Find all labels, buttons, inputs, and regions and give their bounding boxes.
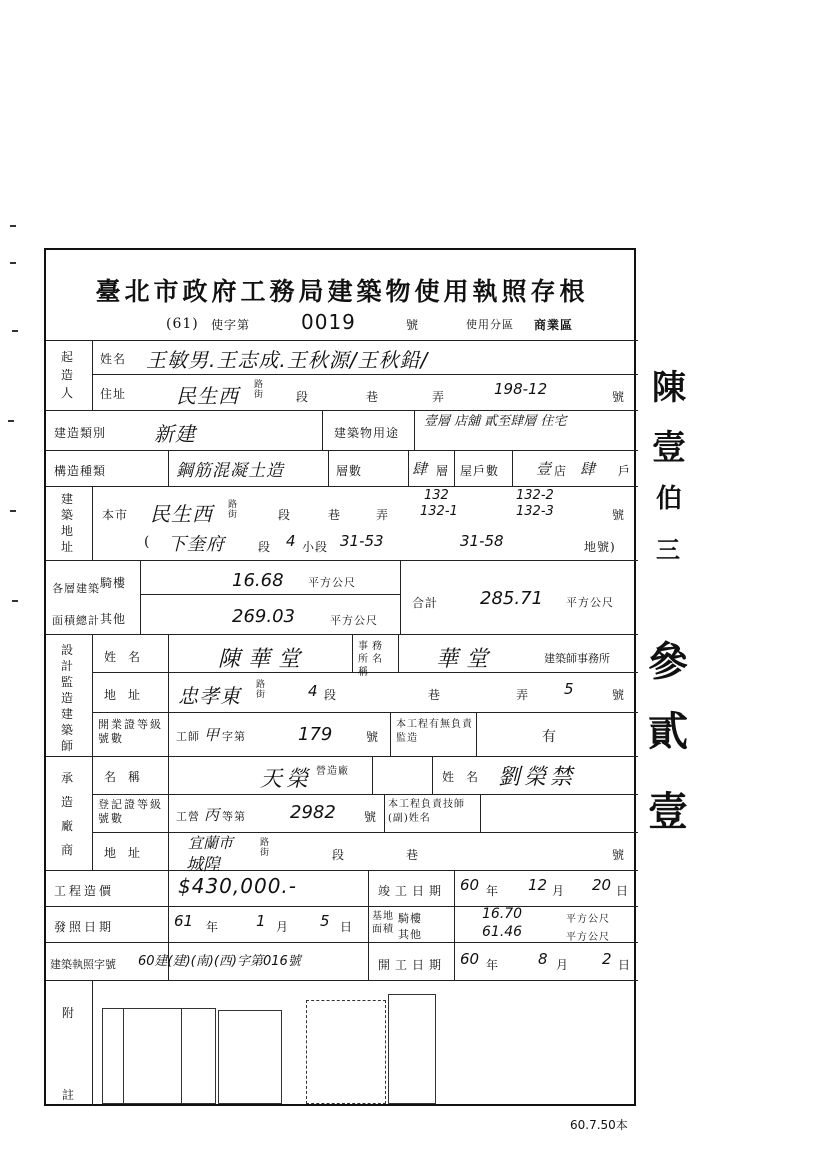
- category-value: 新建: [154, 422, 196, 446]
- architect-office-label: 事務所名稱: [358, 641, 386, 678]
- builder-label-2: 造: [60, 368, 73, 382]
- form-title: 臺北市政府工務局建築物使用執照存根: [95, 277, 589, 306]
- site-label-4: 址: [60, 540, 73, 554]
- area-total-value: 285.71: [480, 588, 543, 609]
- cost-label: 工程造價: [54, 884, 115, 898]
- site-nong: 弄: [376, 508, 390, 522]
- architect-cert-no: 179: [298, 724, 333, 745]
- architect-hao: 號: [612, 688, 626, 702]
- area-arcade-value: 16.68: [232, 570, 284, 591]
- households-value-2: 肆: [580, 460, 596, 478]
- architect-supervise-value: 有: [542, 729, 556, 745]
- site-label-2: 築: [60, 508, 73, 522]
- architect-label-5: 建: [60, 707, 73, 721]
- start-year: 60: [460, 950, 480, 968]
- site-lot-duan: 段: [258, 540, 272, 554]
- builder-nong: 弄: [432, 390, 446, 404]
- architect-road: 忠孝東: [178, 684, 241, 708]
- site-num-4: 132-3: [516, 504, 554, 519]
- permit-value: 60建(建)(南)(西)字第016號: [138, 954, 301, 969]
- completion-year: 60: [460, 876, 480, 894]
- use-value: 壹層 店舖 貳至肆層 住宅: [424, 414, 567, 429]
- stamp-slip: [388, 994, 436, 1104]
- area-label-b: 面積總計: [52, 614, 100, 627]
- scan-mark: [12, 330, 18, 332]
- floors-value: 肆: [412, 460, 428, 478]
- completion-month-unit: 月: [552, 884, 566, 898]
- license-number: 0019: [301, 310, 356, 334]
- contractor-road-suffix: 路街: [260, 838, 271, 858]
- architect-duan-no: 4: [308, 682, 318, 700]
- remarks-label-b: 註: [62, 1088, 76, 1102]
- contractor-addr-city: 宜蘭市: [188, 834, 234, 852]
- contractor-tech-label: 本工程負責技師(副)姓名: [388, 799, 465, 824]
- contractor-addr-road: 城隍: [186, 855, 220, 875]
- architect-office-suffix: 建築師事務所: [544, 652, 610, 665]
- margin-char: 三: [656, 535, 680, 564]
- issue-label: 發照日期: [54, 920, 115, 934]
- contractor-duan: 段: [332, 848, 346, 862]
- site-arcade-label: 騎樓: [398, 912, 422, 925]
- area-total-unit: 平方公尺: [566, 596, 614, 609]
- architect-label-4: 造: [60, 691, 73, 705]
- contractor-reg-no: 2982: [290, 802, 336, 823]
- architect-cert-label: 開業證等級號數: [98, 718, 163, 745]
- site-road-suffix: 路街: [228, 500, 239, 520]
- architect-road-suffix: 路街: [256, 680, 267, 700]
- stamp-slip: [102, 1008, 216, 1104]
- category-label: 建造類別: [54, 426, 107, 440]
- completion-day: 20: [592, 876, 612, 894]
- architect-cert-grade-suffix: 字第: [222, 730, 246, 743]
- architect-cert-hao: 號: [366, 730, 380, 744]
- completion-month: 12: [528, 876, 548, 894]
- contractor-reg-prefix: 工營: [176, 810, 200, 823]
- site-label-3: 地: [60, 524, 73, 538]
- area-arcade-label: 騎樓: [100, 576, 127, 590]
- architect-address-label: 地址: [104, 688, 153, 702]
- builder-label-3: 人: [60, 386, 73, 400]
- architect-nong: 弄: [516, 688, 530, 702]
- site-lot-no-2: 31-58: [460, 532, 504, 550]
- site-area-label: 基地面積: [372, 911, 394, 935]
- issue-year: 61: [174, 912, 194, 930]
- builder-road: 民生西: [176, 384, 239, 408]
- start-label: 開工日期: [378, 958, 447, 972]
- completion-day-unit: 日: [616, 884, 630, 898]
- issue-month-unit: 月: [276, 920, 290, 934]
- site-lot-close: 地號): [584, 540, 616, 554]
- site-arcade-unit: 平方公尺: [566, 914, 610, 925]
- builder-hao: 號: [612, 390, 626, 404]
- completion-year-unit: 年: [486, 884, 500, 898]
- site-city: 本市: [102, 508, 129, 522]
- site-other-unit: 平方公尺: [566, 932, 610, 943]
- site-num-3: 132-2: [516, 488, 554, 503]
- architect-supervise-label: 本工程有無負責監造: [396, 719, 473, 744]
- site-xiang: 巷: [328, 508, 342, 522]
- margin-char: 伯: [656, 484, 683, 514]
- zone-value: 商業區: [534, 318, 574, 332]
- contractor-hao: 號: [612, 848, 626, 862]
- contractor-label-2: 造: [60, 795, 73, 809]
- license-hao: 號: [406, 318, 420, 332]
- stamp-slip: [306, 1000, 386, 1104]
- site-lot-sub-label: 小段: [302, 540, 329, 554]
- structure-value: 鋼筋混凝土造: [176, 461, 284, 481]
- households-unit-b: 戶: [618, 464, 632, 478]
- footer-code: 60.7.50本: [570, 1118, 628, 1132]
- margin-char: 壹: [652, 428, 686, 468]
- permit-label: 建築執照字號: [50, 958, 116, 971]
- start-month-unit: 月: [556, 958, 570, 972]
- households-unit-a: 店: [554, 464, 568, 478]
- builder-label-1: 起: [60, 350, 73, 364]
- start-day: 2: [602, 950, 612, 968]
- site-other-label: 其他: [398, 928, 422, 941]
- zone-label: 使用分區: [466, 318, 514, 331]
- issue-day: 5: [320, 912, 330, 930]
- margin-char: 陳: [652, 368, 686, 408]
- architect-duan: 段: [324, 688, 338, 702]
- site-num-1: 132: [424, 488, 449, 503]
- start-year-unit: 年: [486, 958, 500, 972]
- site-lot-no-1: 31-53: [340, 532, 384, 550]
- scan-mark: [10, 262, 16, 264]
- margin-char: 貳: [648, 708, 688, 755]
- builder-duan: 段: [296, 390, 310, 404]
- stamp-slip: [218, 1010, 282, 1104]
- license-prefix: (61): [166, 316, 199, 332]
- contractor-name-suffix: 營造廠: [316, 766, 349, 777]
- builder-name-label: 姓名: [100, 352, 127, 366]
- scan-mark: [10, 510, 16, 512]
- architect-label-6: 築: [60, 723, 73, 737]
- architect-cert-grade: 甲: [204, 726, 220, 744]
- contractor-reg-grade-suffix: 等第: [222, 810, 246, 823]
- site-hao: 號: [612, 508, 626, 522]
- scan-mark: [12, 600, 18, 602]
- contractor-xiang: 巷: [406, 848, 420, 862]
- completion-label: 竣工日期: [378, 884, 447, 898]
- cost-value: $430,000.-: [178, 874, 298, 898]
- structure-label: 構造種類: [54, 464, 107, 478]
- site-lot-open: (: [144, 534, 151, 550]
- architect-office-value: 華堂: [436, 647, 497, 672]
- area-arcade-unit: 平方公尺: [308, 576, 356, 589]
- builder-address-label: 住址: [100, 387, 127, 401]
- floors-label: 層數: [336, 464, 363, 478]
- architect-name-label: 姓名: [104, 650, 153, 664]
- site-road: 民生西: [150, 502, 213, 526]
- architect-label-2: 計: [60, 659, 73, 673]
- architect-number: 5: [564, 680, 574, 698]
- contractor-address-label: 地址: [104, 846, 153, 860]
- area-other-value: 269.03: [232, 606, 295, 627]
- issue-month: 1: [256, 912, 266, 930]
- contractor-reg-label: 登記證等級號數: [98, 798, 163, 825]
- area-total-label: 合計: [412, 596, 439, 610]
- households-label: 屋戶數: [460, 464, 500, 478]
- scan-mark: [8, 420, 14, 422]
- issue-year-unit: 年: [206, 920, 220, 934]
- contractor-name-value: 天榮: [260, 767, 313, 792]
- site-duan: 段: [278, 508, 292, 522]
- contractor-label-1: 承: [60, 771, 73, 785]
- start-month: 8: [538, 950, 548, 968]
- margin-char: 參: [648, 638, 688, 685]
- contractor-name-label: 名稱: [104, 770, 153, 784]
- households-value: 壹: [536, 460, 552, 478]
- scan-mark: [10, 225, 16, 227]
- architect-name-value: 陳華堂: [218, 647, 309, 672]
- architect-label-7: 師: [60, 739, 73, 753]
- site-lot-area: 下奎府: [168, 534, 225, 555]
- contractor-label-4: 商: [60, 843, 73, 857]
- area-label-a: 各層建築: [52, 582, 100, 595]
- contractor-label-3: 廠: [60, 819, 73, 833]
- license-label: 使字第: [211, 318, 251, 332]
- architect-xiang: 巷: [428, 688, 442, 702]
- builder-xiang: 巷: [366, 390, 380, 404]
- builder-road-suffix: 路街: [254, 380, 265, 400]
- site-arcade-value: 16.70: [482, 906, 523, 922]
- remarks-label-a: 附: [62, 1006, 76, 1020]
- site-label-1: 建: [60, 492, 73, 506]
- issue-day-unit: 日: [340, 920, 354, 934]
- use-label: 建築物用途: [334, 426, 400, 440]
- site-num-2: 132-1: [420, 504, 458, 519]
- contractor-person-label: 姓名: [442, 770, 491, 784]
- architect-cert-prefix: 工師: [176, 730, 200, 743]
- architect-label-3: 監: [60, 675, 73, 689]
- contractor-person-value: 劉榮禁: [498, 765, 577, 790]
- site-lot-sub: 4: [286, 532, 296, 550]
- area-other-unit: 平方公尺: [330, 614, 378, 627]
- builder-name-value: 王敏男.王志成.王秋源/王秋鉛/: [146, 348, 429, 372]
- floors-unit: 層: [436, 464, 450, 478]
- license-form: [44, 248, 636, 1106]
- architect-label-1: 設: [60, 643, 73, 657]
- start-day-unit: 日: [618, 958, 632, 972]
- builder-number: 198-12: [494, 380, 548, 398]
- contractor-reg-grade: 丙: [204, 806, 220, 824]
- contractor-reg-hao: 號: [364, 810, 378, 824]
- area-other-label: 其他: [100, 612, 127, 626]
- margin-char: 壹: [648, 788, 688, 835]
- site-other-value: 61.46: [482, 924, 523, 940]
